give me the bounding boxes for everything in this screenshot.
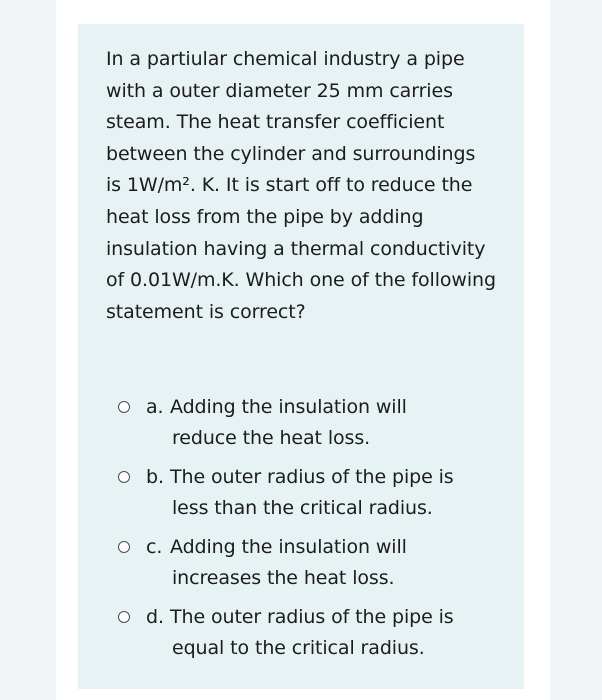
option-line-1: Adding the insulation will xyxy=(170,396,407,418)
radio-button[interactable] xyxy=(118,611,130,623)
option-line-1: The outer radius of the pipe is xyxy=(170,466,454,488)
radio-button[interactable] xyxy=(118,471,130,483)
option-line-2: less than the critical radius. xyxy=(172,497,433,519)
option-d[interactable] xyxy=(106,602,524,664)
option-line-2: equal to the critical radius. xyxy=(172,637,425,659)
option-b[interactable] xyxy=(106,462,524,524)
option-text xyxy=(146,532,524,594)
option-c[interactable] xyxy=(106,532,524,594)
question-panel xyxy=(78,24,524,689)
option-text xyxy=(146,602,524,664)
option-line-2: increases the heat loss. xyxy=(172,567,395,589)
radio-button[interactable] xyxy=(118,541,130,553)
option-letter: d. xyxy=(146,606,164,628)
option-text xyxy=(146,462,524,524)
option-line-1: Adding the insulation will xyxy=(170,536,407,558)
question-text: In a partiular chemical industry a pipe with a outer diameter 25 mm carries steam. The heat transfer coefficient between the cylinder and surroundings is 1W/m². K. It is start off to reduce the heat loss from the pipe by adding insulation having a thermal conductivity of 0.01W/m.K. Which one of the following statement is correct? xyxy=(106,48,496,323)
radio-button[interactable] xyxy=(118,401,130,413)
option-letter: c. xyxy=(146,536,163,558)
option-line-1: The outer radius of the pipe is xyxy=(170,606,454,628)
answer-options xyxy=(106,392,524,672)
option-text xyxy=(146,392,524,454)
page-card xyxy=(56,0,550,700)
option-a[interactable] xyxy=(106,392,524,454)
option-line-2: reduce the heat loss. xyxy=(172,427,371,449)
option-letter: b. xyxy=(146,466,164,488)
option-letter: a. xyxy=(146,396,164,418)
